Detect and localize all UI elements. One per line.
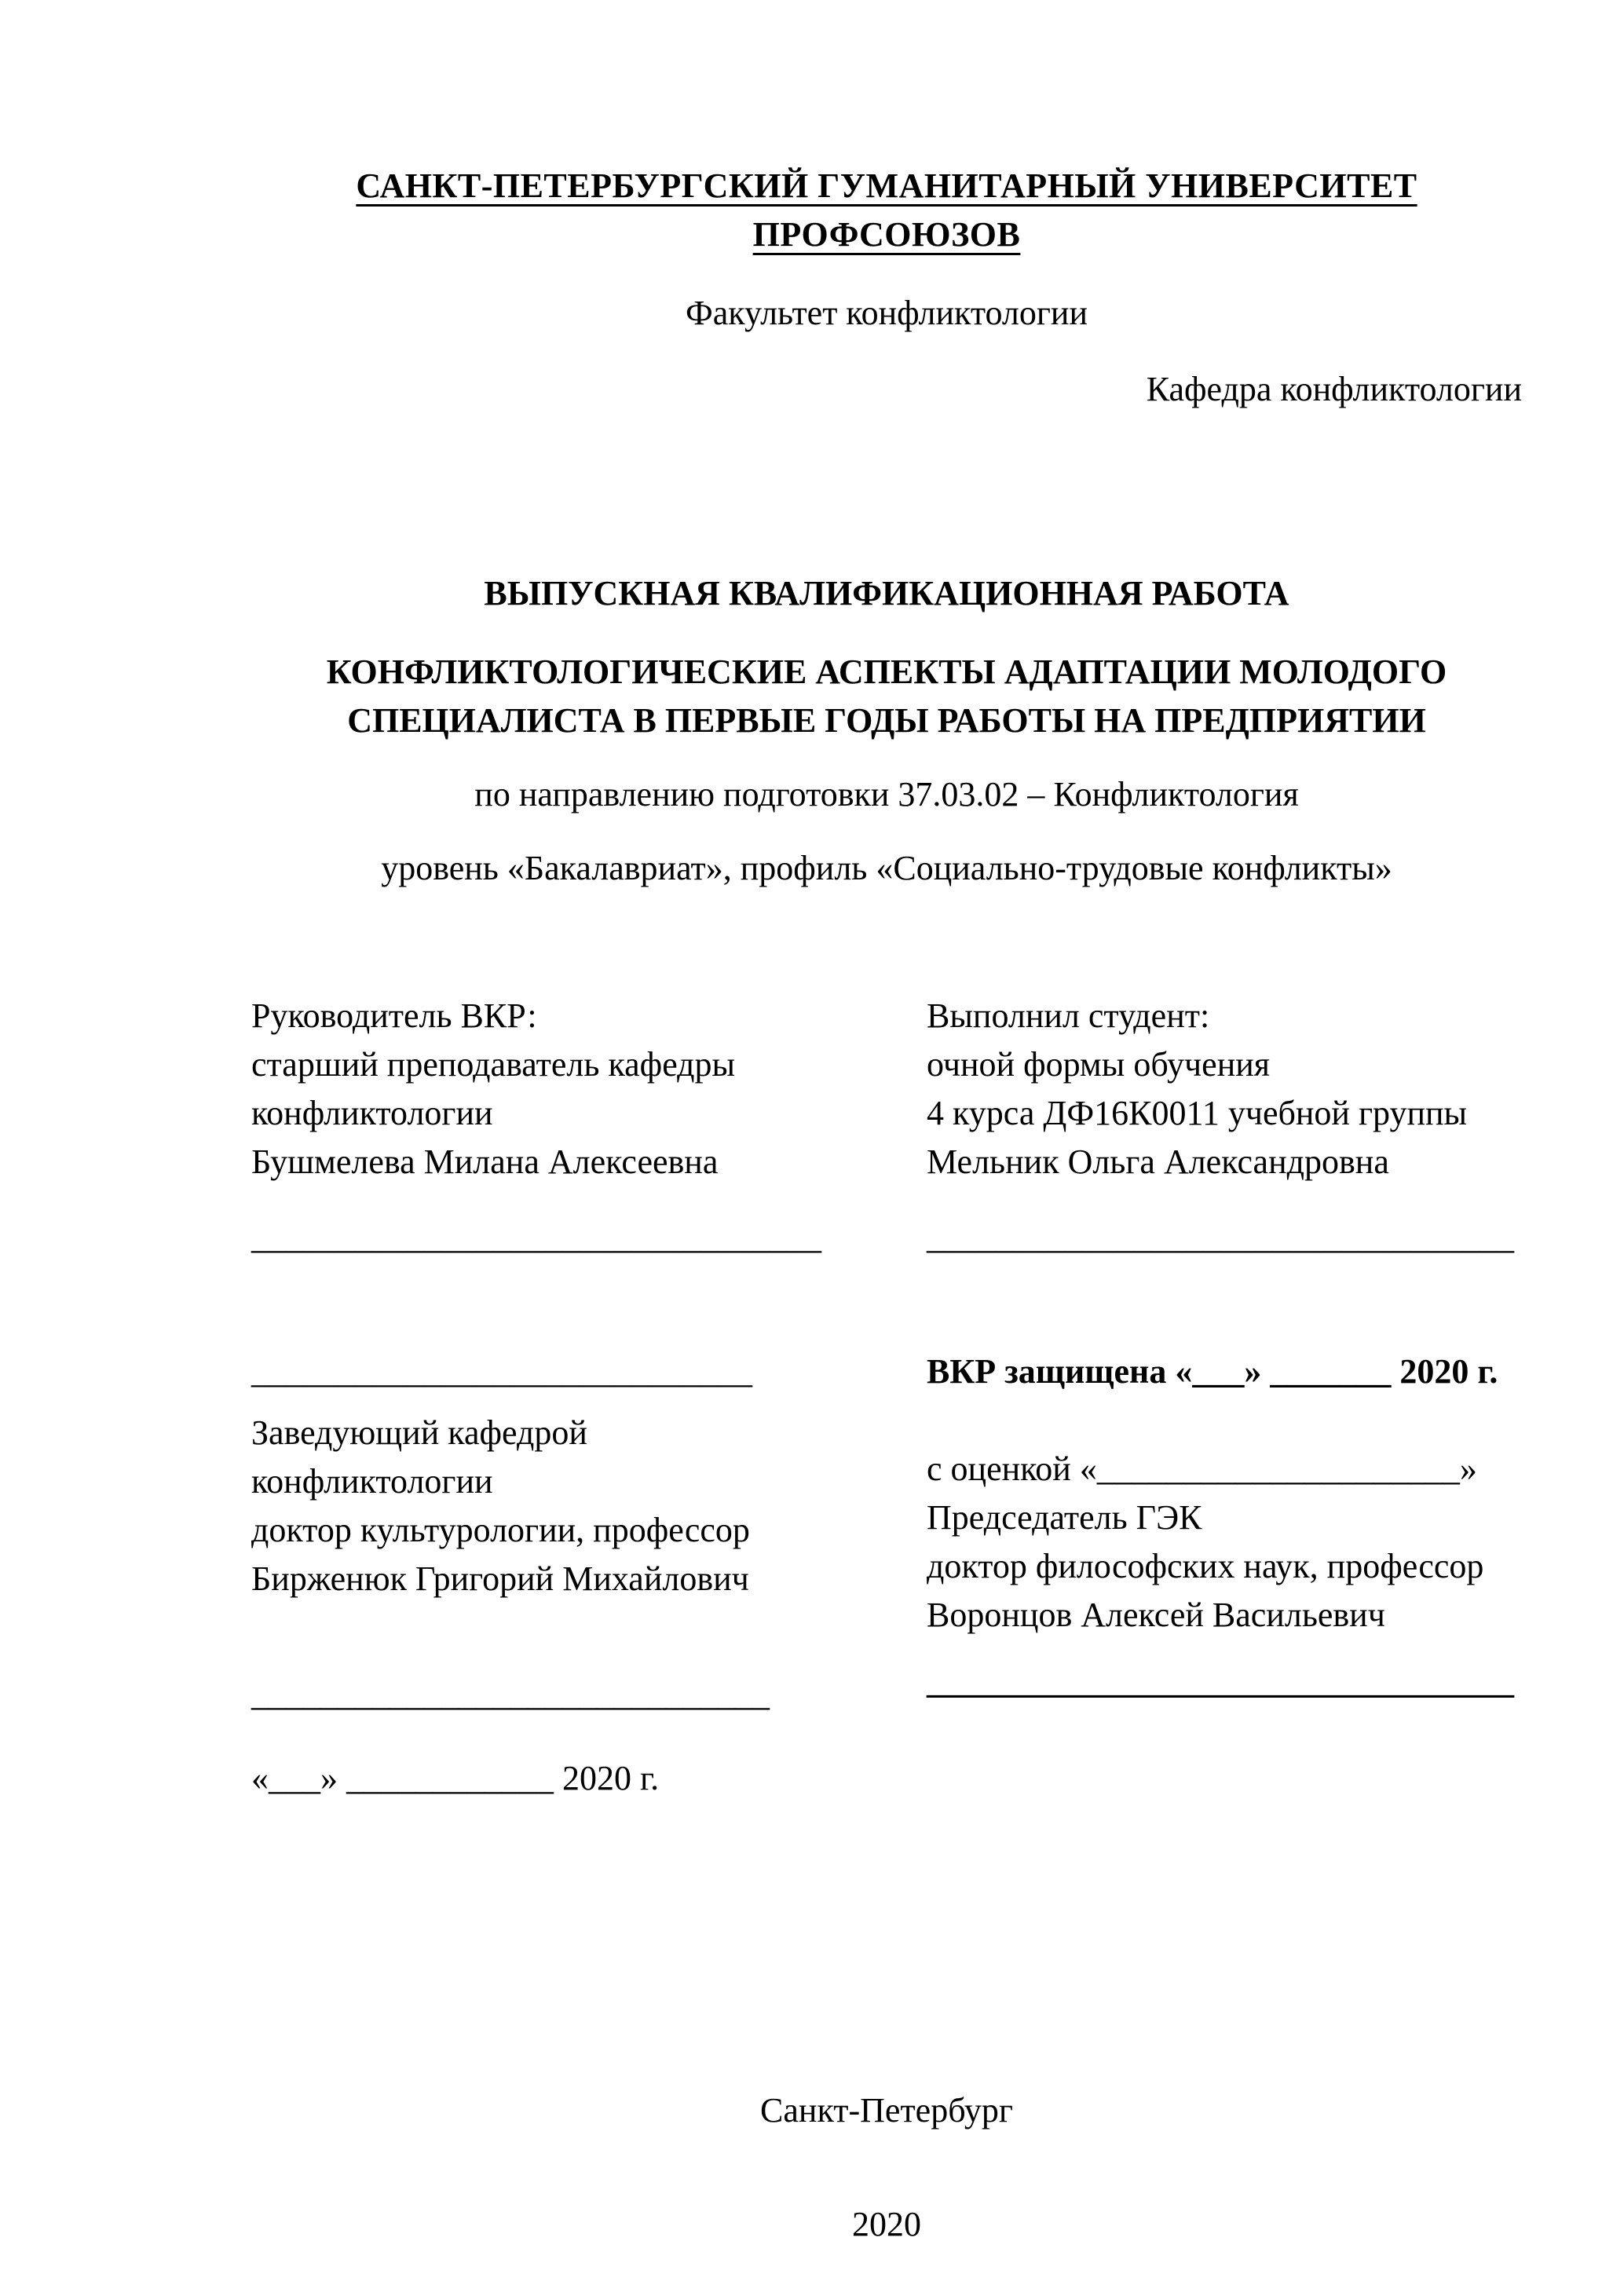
signatures-row-1	[251, 992, 1522, 1262]
supervisor-name: Бушмелева Милана Алексеевна	[251, 1143, 719, 1181]
student-detail-line2: 4 курса ДФ16К0011 учебной группы	[927, 1094, 1468, 1132]
level-line: уровень «Бакалавриат», профиль «Социально-трудовые конфликты»	[381, 849, 1392, 887]
student-signature-line: __________________________________	[927, 1218, 1514, 1256]
defense-block	[927, 1347, 1522, 1706]
head-position-line1: Заведующий кафедрой	[251, 1413, 587, 1452]
head-position-line2: конфликтологии	[251, 1462, 493, 1501]
supervisor-block	[251, 992, 927, 1262]
chair-role: Председатель ГЭК	[927, 1498, 1202, 1537]
defense-defended-line: ВКР защищена «___» _______ 2020 г.	[927, 1352, 1498, 1391]
supervisor-signature-line: _________________________________	[251, 1218, 821, 1256]
chair-name: Воронцов Алексей Васильевич	[927, 1596, 1385, 1634]
signatures-row-2	[251, 1347, 1522, 1803]
thesis-title: КОНФЛИКТОЛОГИЧЕСКИЕ АСПЕКТЫ АДАПТАЦИИ МОЛОДОГО СПЕЦИАЛИСТА В ПЕРВЫЕ ГОДЫ РАБОТЫ НА ПРЕДПРИЯТИИ	[326, 653, 1447, 740]
student-block	[927, 992, 1522, 1262]
head-date-line: «___» ____________ 2020 г.	[251, 1759, 660, 1797]
university-name-text: САНКТ-ПЕТЕРБУРГСКИЙ ГУМАНИТАРНЫЙ УНИВЕРСИТЕТ ПРОФСОЮЗОВ	[356, 166, 1417, 254]
student-detail-line1: очной формы обучения	[927, 1045, 1271, 1084]
supervisor-position-line1: старший преподаватель кафедры	[251, 1045, 736, 1084]
faculty-line: Факультет конфликтологии	[685, 294, 1088, 332]
head-position-line3: доктор культурологии, профессор	[251, 1511, 750, 1549]
footer-city: Санкт-Петербург	[760, 2091, 1013, 2130]
direction-line: по направлению подготовки 37.03.02 – Конфликтология	[474, 775, 1299, 813]
head-signature-line-top: _____________________________	[251, 1352, 752, 1391]
head-name: Бирженюк Григорий Михайлович	[251, 1559, 749, 1598]
student-role: Выполнил студент:	[927, 996, 1210, 1035]
department-head-block	[251, 1347, 927, 1803]
work-type-heading: ВЫПУСКНАЯ КВАЛИФИКАЦИОННАЯ РАБОТА	[484, 574, 1289, 612]
supervisor-role: Руководитель ВКР:	[251, 996, 537, 1035]
department-line: Кафедра конфликтологии	[1146, 370, 1522, 408]
university-name	[251, 162, 1522, 259]
defense-grade-line: с оценкой «_____________________»	[927, 1450, 1477, 1488]
footer-year: 2020	[852, 2205, 921, 2243]
supervisor-position-line2: конфликтологии	[251, 1094, 493, 1132]
head-signature-line-bottom: ______________________________	[251, 1675, 770, 1713]
chair-signature-line: __________________________________	[927, 1662, 1514, 1701]
student-name: Мельник Ольга Александровна	[927, 1143, 1389, 1181]
chair-position: доктор философских наук, профессор	[927, 1547, 1484, 1585]
